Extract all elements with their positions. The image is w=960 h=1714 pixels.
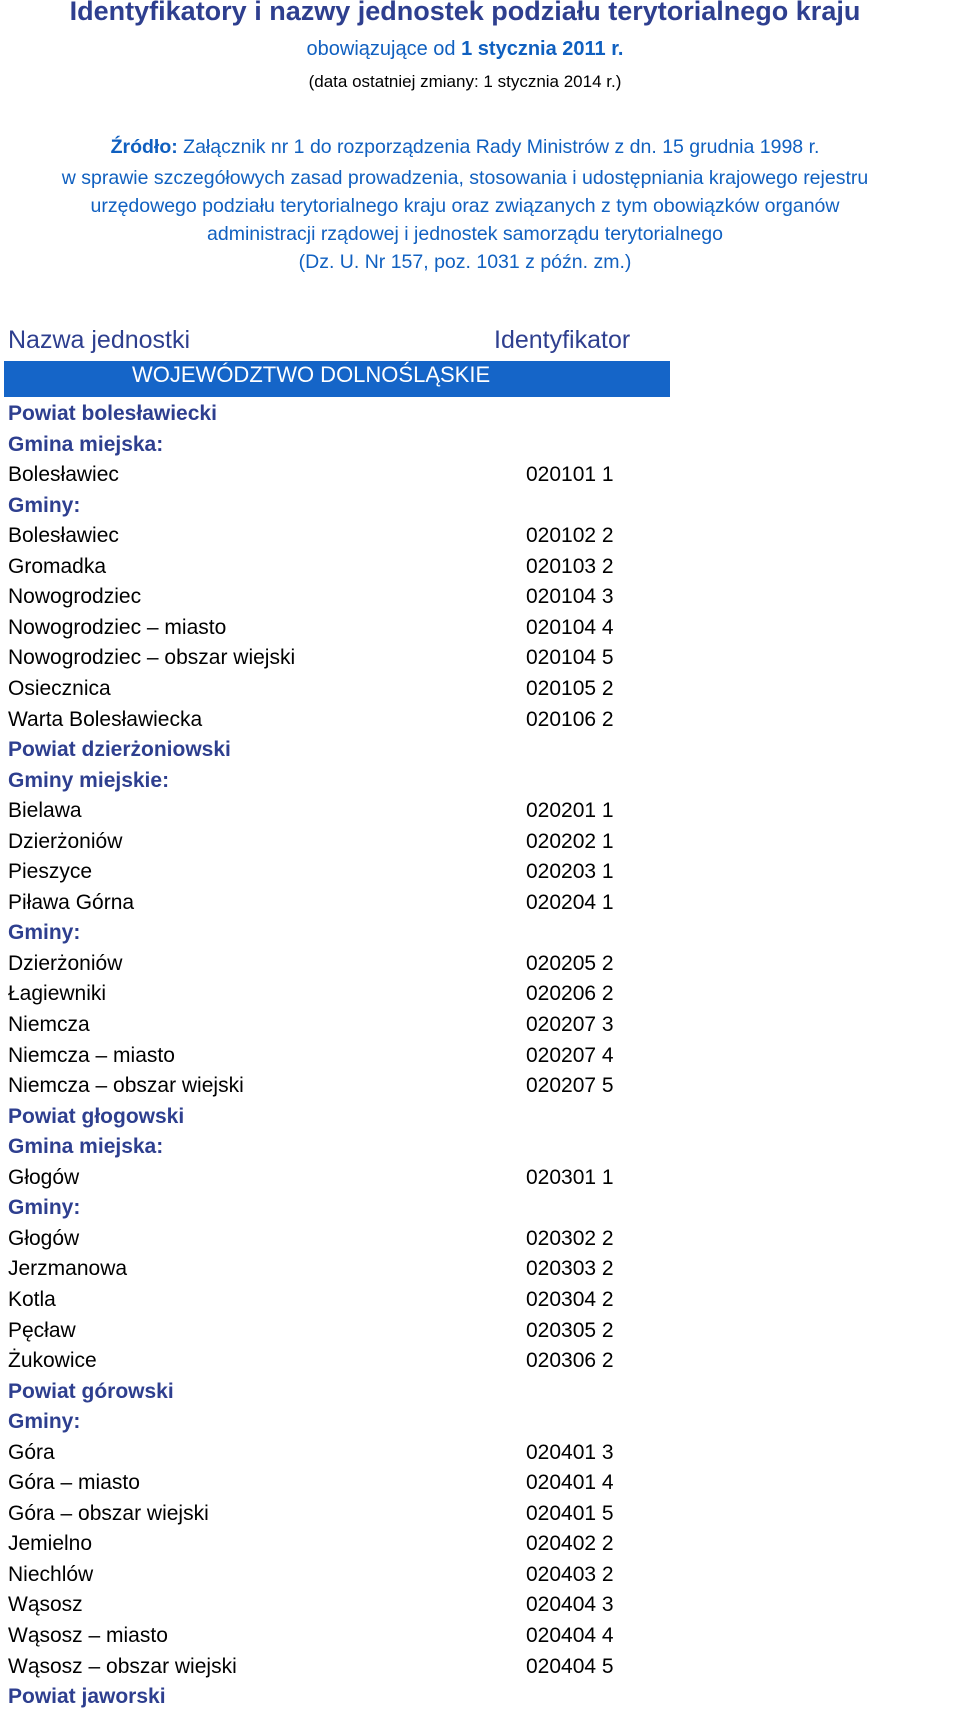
last-change-note: (data ostatniej zmiany: 1 stycznia 2014 r.) (308, 72, 622, 91)
unit-identifier: 020207 5 (526, 1074, 614, 1098)
unit-name: Wąsosz – miasto (8, 1624, 168, 1647)
unit-name: Jemielno (8, 1532, 93, 1556)
regulation-line: (Dz. U. Nr 157, poz. 1031 z późn. zm.) (298, 251, 632, 273)
unit-name: Góra – obszar wiejski (8, 1501, 209, 1525)
unit-identifier: 020204 1 (526, 890, 614, 914)
unit-identifier: 020206 2 (526, 982, 614, 1006)
unit-name: Jerzmanowa (8, 1257, 128, 1281)
unit-identifier: 020104 4 (526, 615, 614, 639)
unit-name: Wąsosz (8, 1593, 83, 1617)
unit-name: Powiat głogowski (8, 1104, 185, 1128)
unit-identifier: 020207 3 (526, 1013, 614, 1036)
unit-name: Piława Górna (8, 890, 135, 914)
unit-identifier: 020303 2 (526, 1257, 614, 1281)
regulation-line: urzędowego podziału terytorialnego kraju oraz związanych z tym obowiązków organów (90, 195, 840, 217)
unit-identifier: 020101 1 (526, 463, 614, 487)
page-title: Identyfikatory i nazwy jednostek podziału terytorialnego kraju (69, 0, 861, 26)
unit-identifier: 020404 5 (526, 1654, 614, 1678)
unit-name: Gmina miejska: (8, 432, 164, 456)
column-header-name: Nazwa jednostki (8, 326, 191, 354)
unit-identifier: 020302 2 (526, 1226, 614, 1250)
unit-name: Pęcław (8, 1318, 76, 1342)
unit-name: Bielawa (8, 799, 82, 823)
unit-name: Bolesławiec (8, 463, 119, 487)
unit-name: Gminy: (8, 921, 81, 945)
unit-name: Niemcza – miasto (8, 1043, 175, 1067)
unit-name: Pieszyce (8, 860, 93, 884)
unit-identifier: 020103 2 (526, 554, 614, 578)
unit-identifier: 020401 4 (526, 1471, 614, 1495)
unit-identifier: 020202 1 (526, 829, 614, 853)
source-reference (0, 136, 930, 159)
unit-name: Głogów (8, 1226, 80, 1250)
unit-name: Dzierżoniów (8, 951, 123, 975)
unit-name: Gromadka (8, 554, 107, 578)
unit-name: Gminy: (8, 493, 81, 517)
validity-date-value: 1 stycznia 2011 r. (461, 38, 624, 60)
regulation-line: administracji rządowej i jednostek samorządu terytorialnego (207, 223, 723, 245)
unit-name: Nowogrodziec (8, 585, 142, 609)
unit-name: Wąsosz – obszar wiejski (8, 1654, 237, 1678)
unit-name: Niemcza – obszar wiejski (8, 1074, 244, 1098)
unit-name: Powiat dzierżoniowski (8, 738, 231, 762)
unit-name: Osiecznica (8, 676, 111, 700)
unit-name: Powiat górowski (8, 1379, 174, 1403)
unit-identifier: 020304 2 (526, 1287, 614, 1311)
unit-identifier: 020404 3 (526, 1593, 614, 1617)
unit-name: Niemcza (8, 1013, 90, 1036)
voivodeship-name: WOJEWÓDZTWO DOLNOŚLĄSKIE (132, 362, 491, 387)
unit-name: Kotla (8, 1287, 56, 1311)
unit-identifier: 020105 2 (526, 676, 614, 700)
unit-identifier: 020205 2 (526, 951, 614, 975)
unit-name: Góra (8, 1440, 55, 1464)
unit-name: Warta Bolesławiecka (8, 707, 203, 731)
regulation-line: w sprawie szczegółowych zasad prowadzenia, stosowania i udostępniania krajowego rejestru (61, 167, 869, 189)
unit-identifier: 020203 1 (526, 860, 614, 884)
unit-name: Nowogrodziec – miasto (8, 615, 227, 639)
unit-name: Gmina miejska: (8, 1135, 164, 1159)
unit-identifier: 020102 2 (526, 524, 614, 548)
unit-name: Bolesławiec (8, 524, 119, 548)
unit-name: Gminy: (8, 1410, 81, 1434)
unit-identifier: 020301 1 (526, 1165, 614, 1189)
unit-name: Powiat bolesławiecki (8, 402, 217, 425)
validity-date (0, 38, 930, 61)
unit-name: Niechlów (8, 1562, 94, 1586)
unit-name: Nowogrodziec – obszar wiejski (8, 646, 296, 670)
unit-identifier: 020401 5 (526, 1501, 614, 1525)
source-text: Załącznik nr 1 do rozporządzenia Rady Ministrów z dn. 15 grudnia 1998 r. (177, 136, 820, 158)
unit-identifier: 020207 4 (526, 1043, 614, 1067)
unit-name: Głogów (8, 1165, 80, 1189)
validity-prefix: obowiązujące od (306, 38, 462, 60)
unit-identifier: 020104 3 (526, 585, 614, 609)
unit-identifier: 020201 1 (526, 799, 614, 823)
unit-name: Gminy miejskie: (8, 768, 170, 792)
unit-name: Góra – miasto (8, 1471, 140, 1495)
unit-identifier: 020404 4 (526, 1624, 614, 1647)
column-header-identifier: Identyfikator (494, 326, 631, 354)
source-label: Źródło: (110, 136, 178, 158)
unit-identifier: 020106 2 (526, 707, 614, 731)
unit-identifier: 020305 2 (526, 1318, 614, 1342)
unit-name: Powiat jaworski (8, 1685, 166, 1709)
unit-name: Gminy: (8, 1196, 81, 1220)
unit-identifier: 020403 2 (526, 1562, 614, 1586)
unit-identifier: 020401 3 (526, 1440, 614, 1464)
unit-name: Łagiewniki (8, 982, 107, 1006)
unit-name: Dzierżoniów (8, 829, 123, 853)
unit-name: Żukowice (8, 1349, 97, 1373)
unit-identifier: 020104 5 (526, 646, 614, 670)
unit-identifier: 020306 2 (526, 1349, 614, 1373)
unit-identifier: 020402 2 (526, 1532, 614, 1556)
